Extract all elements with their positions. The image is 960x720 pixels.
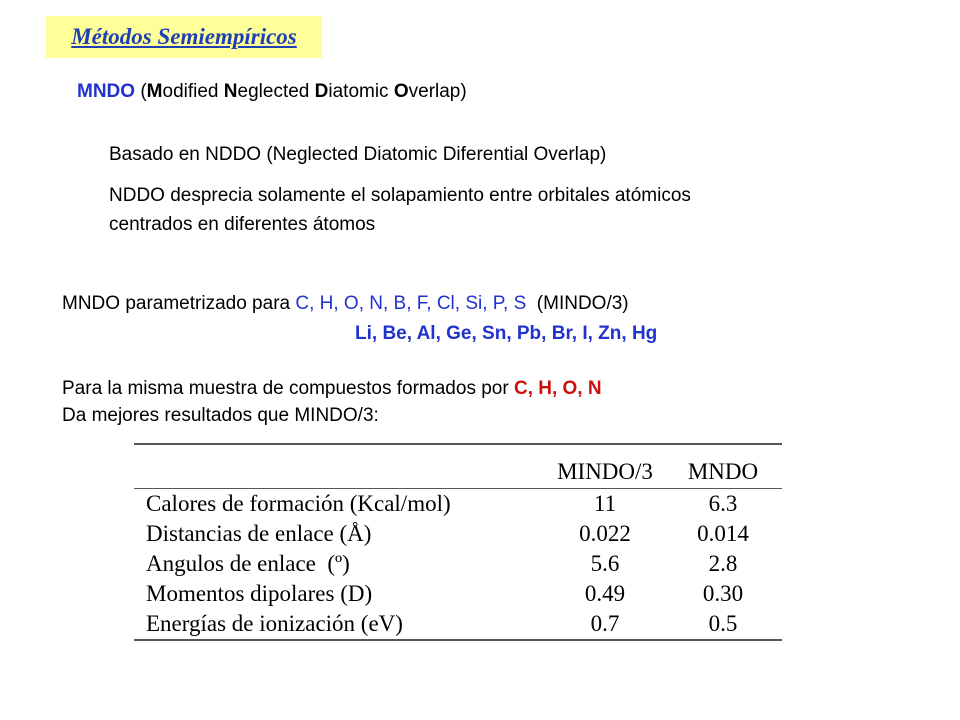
param-line1: MNDO parametrizado para C, H, O, N, B, F, Cl, Si, P, S (MINDO/3) (62, 293, 629, 314)
table-header-row (134, 445, 782, 489)
row-label: Momentos dipolares (D) (146, 581, 373, 606)
param-elements-1: C, H, O, N, B, F, Cl, Si, P, S (295, 293, 527, 314)
param-elements-2: Li, Be, Al, Ge, Sn, Pb, Br, I, Zn, Hg (355, 323, 658, 344)
table-row (134, 489, 782, 519)
mndo-value: 6.3 (708, 491, 738, 516)
muestra-line2: Da mejores resultados que MINDO/3: (62, 405, 379, 426)
muestra-elements: C, H, O, N (513, 378, 602, 399)
row-label: Distancias de enlace (Å) (146, 521, 372, 546)
mndo-definition: MNDO (Modified Neglected Diatomic Overlap) (77, 81, 467, 102)
table-row (134, 579, 782, 609)
table-row (134, 549, 782, 579)
mindo3-value: 0.022 (579, 521, 631, 546)
table-header-cell: MINDO/3 (557, 459, 653, 484)
nddo-text-line2: centrados en diferentes átomos (109, 214, 376, 235)
table-row (134, 609, 782, 639)
mndo-acronym: MNDO (77, 81, 136, 102)
table-header-cell: MNDO (687, 459, 759, 484)
mindo3-value: 5.6 (590, 551, 620, 576)
comparison-table (134, 443, 782, 641)
mndo-value: 0.014 (697, 521, 749, 546)
basado-text: Basado en NDDO (Neglected Diatomic Diferential Overlap) (109, 144, 607, 165)
muestra-line1: Para la misma muestra de compuestos formados por C, H, O, N (62, 378, 602, 399)
row-label: Angulos de enlace (º) (146, 551, 350, 576)
slide-title: Métodos Semiempíricos (71, 24, 297, 49)
table-row (134, 519, 782, 549)
mndo-value: 2.8 (708, 551, 738, 576)
row-label: Calores de formación (Kcal/mol) (146, 491, 451, 516)
nddo-text-line1: NDDO desprecia solamente el solapamiento entre orbitales atómicos (109, 185, 691, 206)
row-label: Energías de ionización (eV) (146, 611, 403, 636)
mindo3-value: 0.7 (590, 611, 620, 636)
slide-title-box (46, 16, 322, 58)
mindo3-value: 0.49 (584, 581, 626, 606)
mndo-value: 0.5 (708, 611, 738, 636)
mndo-value: 0.30 (702, 581, 744, 606)
mindo3-value: 11 (593, 491, 617, 516)
